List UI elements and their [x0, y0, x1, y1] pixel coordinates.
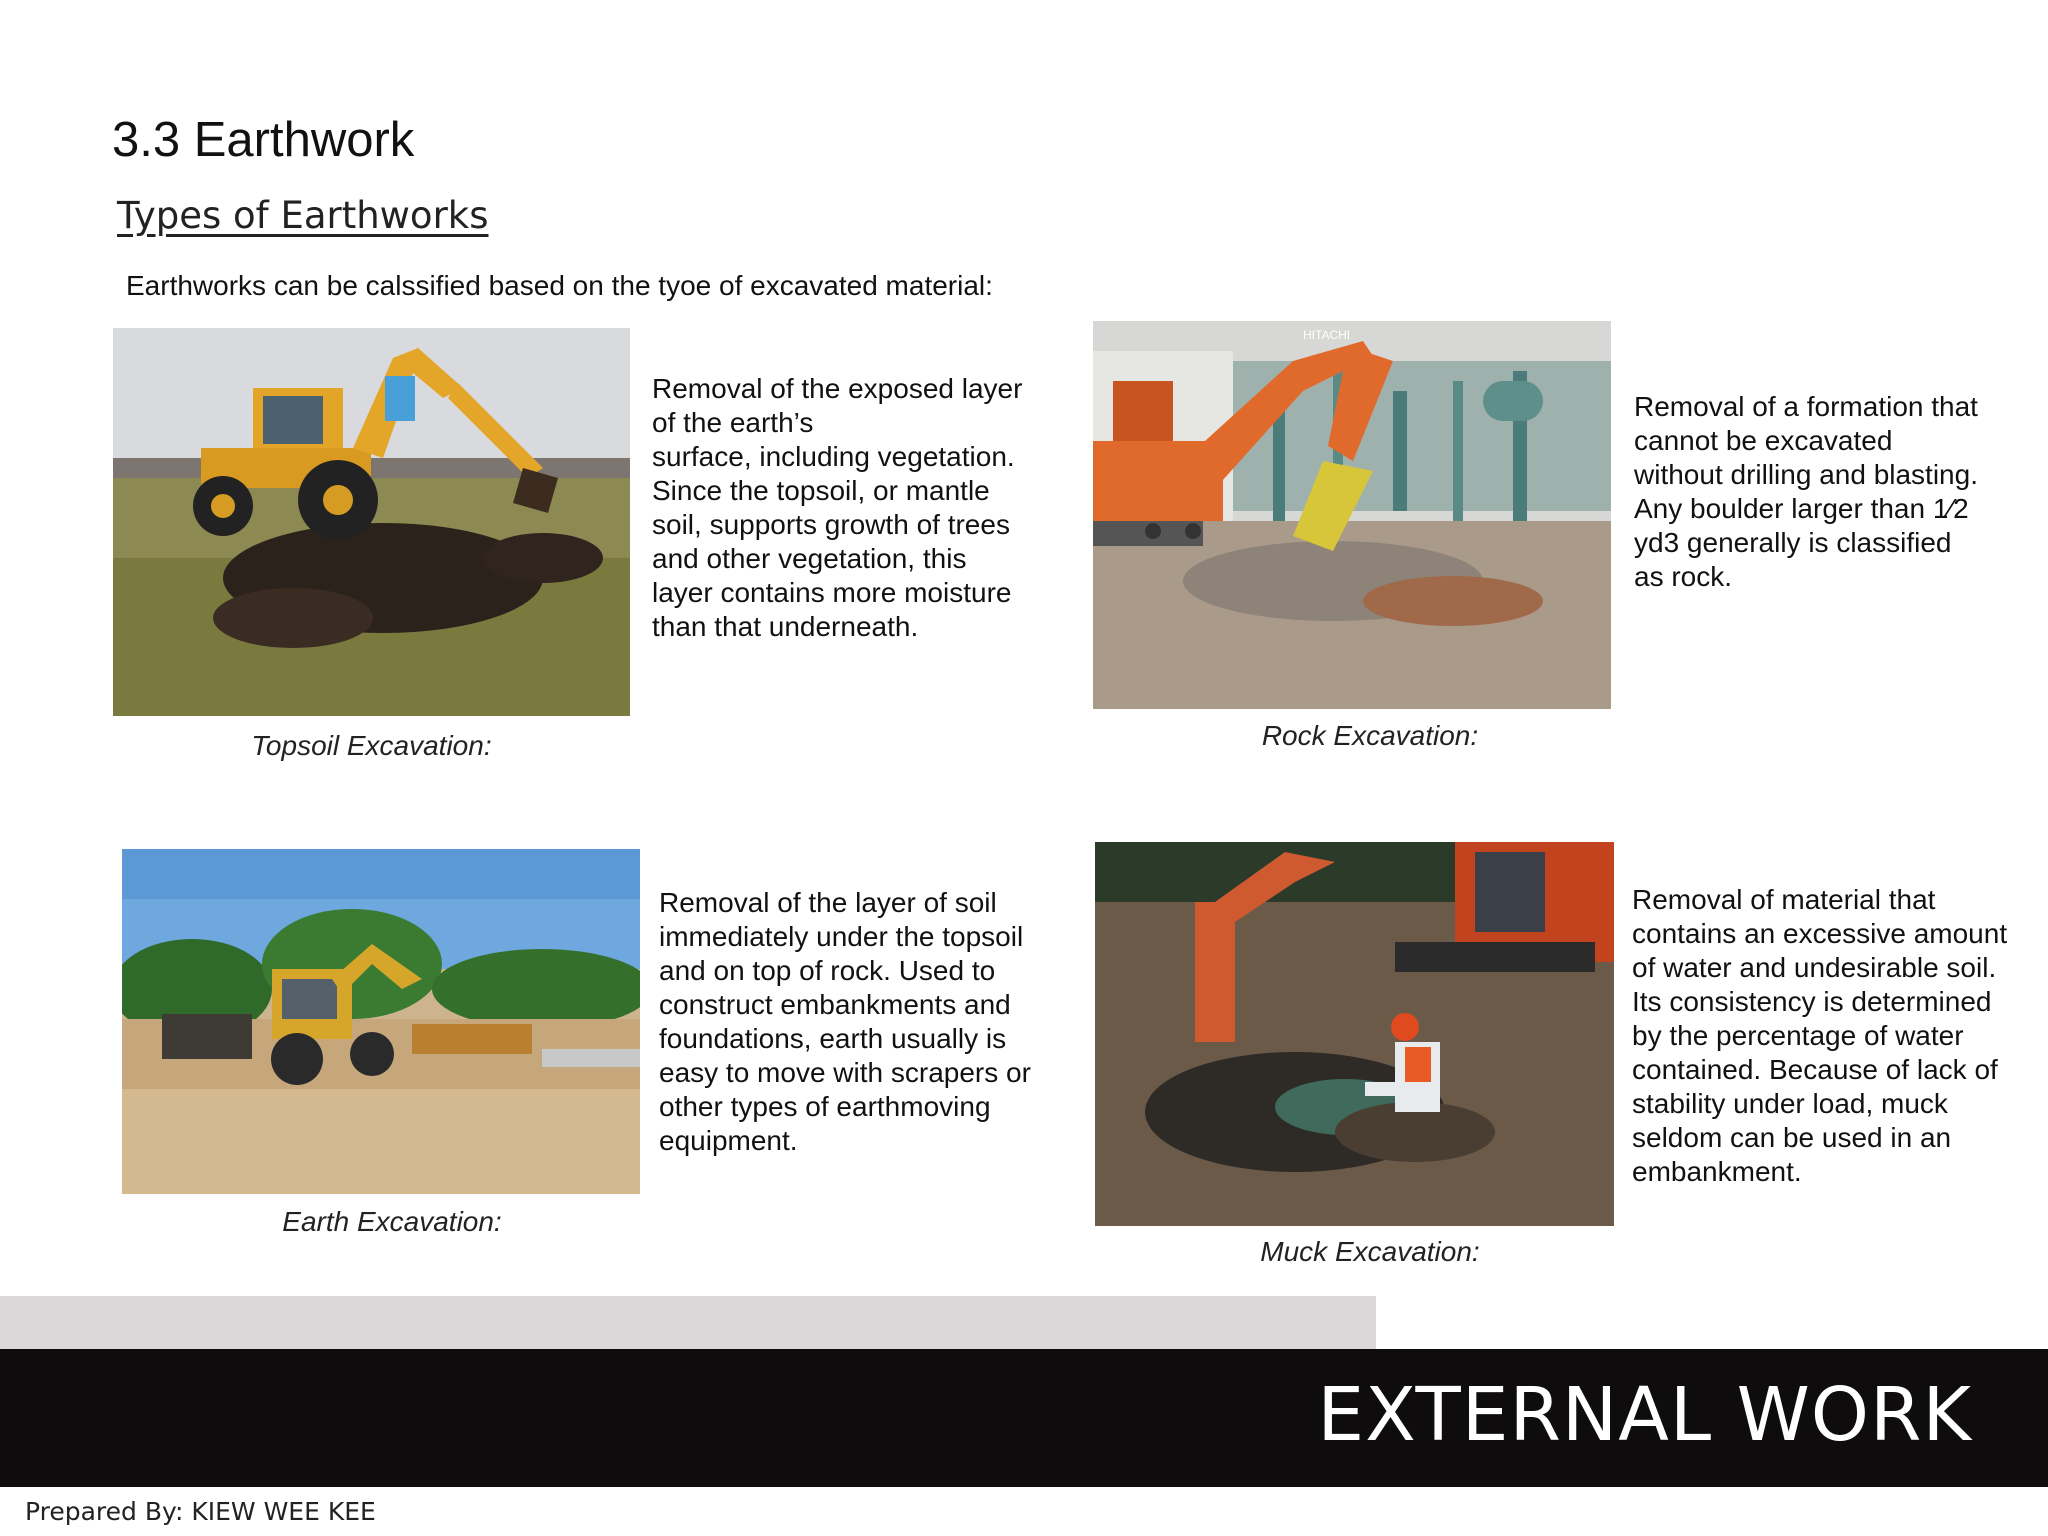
footer-accent-band [0, 1296, 1376, 1349]
intro-text: Earthworks can be calssified based on the tyoe of excavated material: [126, 270, 993, 301]
hitachi-logo: HITACHI [1303, 328, 1351, 342]
footer-banner-title: EXTERNAL WORK [1317, 1372, 1972, 1458]
page-title: 3.3 Earthwork [112, 113, 415, 167]
rock-excavation-photo [1093, 321, 1611, 709]
earth-excavation-photo [122, 849, 640, 1194]
rock-caption: Rock Excavation: [1261, 720, 1479, 751]
muck-caption: Muck Excavation: [1260, 1236, 1480, 1267]
topsoil-description: Removal of the exposed layer of the earth’s surface, including vegetation. Since the topsoil, or mantle soil, supports growth of trees and other vegetation, this layer contains more moisture than that underneath. [652, 373, 1023, 642]
rock-description: Removal of a formation that cannot be excavated without drilling and blasting. Any boulder larger than 1⁄2 yd3 generally is classified as rock. [1634, 391, 1978, 592]
prepared-by-credit: Prepared By: KIEW WEE KEE [25, 1497, 376, 1526]
muck-excavation-photo [1095, 842, 1614, 1226]
topsoil-caption: Topsoil Excavation: [251, 730, 492, 761]
earth-caption: Earth Excavation: [282, 1206, 502, 1237]
earth-description: Removal of the layer of soil immediately under the topsoil and on top of rock. Used to construct embankments and foundations, earth usually is easy to move with scrapers or other types of earthmoving equipment. [659, 887, 1031, 1156]
topsoil-excavation-photo [113, 328, 630, 716]
section-subtitle: Types of Earthworks [117, 194, 489, 237]
muck-description: Removal of material that contains an excessive amount of water and undesirable soil. Its consistency is determined by the percentage of water contained. Because of lack of stability under load, muck seldom can be used in an embankment. [1632, 884, 2008, 1187]
